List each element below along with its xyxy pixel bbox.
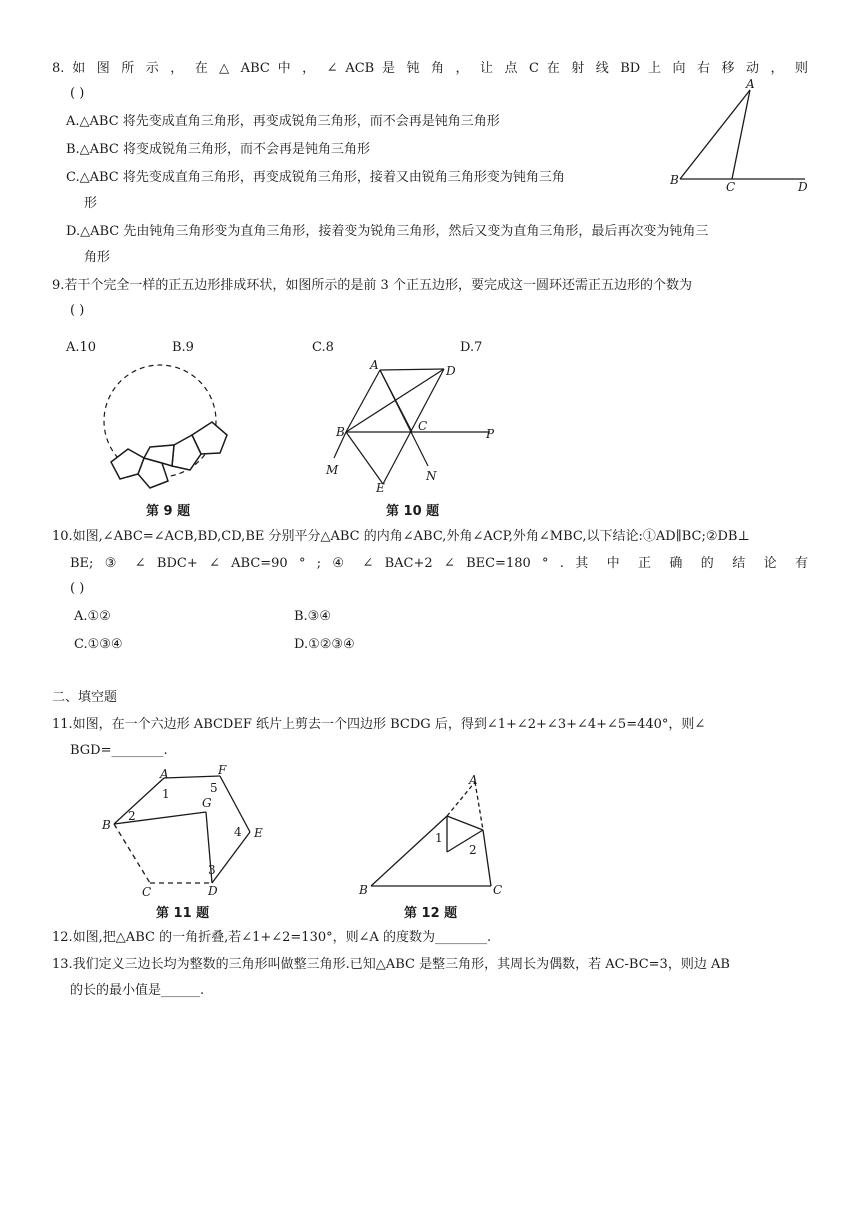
q11-label-b: B bbox=[102, 818, 111, 832]
q10-label-n: N bbox=[426, 469, 437, 483]
q8-label-a: A bbox=[746, 77, 755, 91]
q11-label-a: A bbox=[160, 767, 169, 781]
q12-figure-caption: 第 12 题 bbox=[404, 906, 458, 921]
q10-option-d: D.①②③④ bbox=[294, 637, 355, 652]
q11-stem: 11.如图，在一个六边形 ABCDEF 纸片上剪去一个四边形 BCDG 后，得到∠1+∠2+∠3+∠4+∠5=440°，则∠ bbox=[52, 717, 706, 732]
q8-option-c: C.△ABC 将先变成直角三角形，再变成锐角三角形，接着又由锐角三角形变为钝角三角 bbox=[66, 170, 565, 185]
q10-option-c: C.①③④ bbox=[74, 637, 123, 652]
q10-label-c: C bbox=[418, 419, 428, 433]
q8-label-d: D bbox=[798, 180, 808, 194]
q10-figure-caption: 第 10 题 bbox=[386, 504, 440, 519]
q10-option-b: B.③④ bbox=[294, 609, 331, 624]
q9-answer-paren: ( ) bbox=[70, 303, 85, 318]
q8-label-b: B bbox=[670, 173, 679, 187]
q9-option-a: A.10 bbox=[66, 340, 97, 355]
q13-stem: 13.我们定义三边长均为整数的三角形叫做整三角形.已知△ABC 是整三角形，其周长为偶数，若 AC-BC=3，则边 AB bbox=[52, 957, 730, 972]
q11-label-f: F bbox=[218, 763, 227, 777]
q12-angle-2: 2 bbox=[469, 843, 477, 857]
q12-angle-1: 1 bbox=[435, 831, 443, 845]
q11-angle-1: 1 bbox=[162, 787, 170, 801]
q9-option-b: B.9 bbox=[172, 340, 194, 355]
q10-stem-cont: BE; ③ ∠ BDC+ ∠ ABC=90 ° ; ④ ∠ BAC+2 ∠ BEC=180 ° . 其 中 正 确 的 结 论 有 bbox=[70, 556, 808, 571]
q10-label-a: A bbox=[370, 358, 379, 372]
q11-label-c: C bbox=[142, 885, 152, 899]
q8-option-d-cont: 角形 bbox=[84, 250, 111, 265]
q13-stem-cont: 的长的最小值是______. bbox=[70, 983, 205, 998]
q9-option-d: D.7 bbox=[460, 340, 483, 355]
q11-figure-caption: 第 11 题 bbox=[156, 906, 210, 921]
q12-label-b: B bbox=[359, 883, 368, 897]
q9-stem: 9.若干个完全一样的正五边形排成环状，如图所示的是前 3 个正五边形，要完成这一圆环还需正五边形的个数为 bbox=[52, 278, 692, 293]
q12-label-a: A bbox=[469, 773, 478, 787]
q10-label-p: P bbox=[486, 427, 495, 441]
q9-pentagon-ring-figure bbox=[98, 362, 238, 492]
q10-stem: 10.如图,∠ABC=∠ACB,BD,CD,BE 分别平分△ABC 的内角∠ABC,外角∠ACP,外角∠MBC,以下结论:①AD∥BC;②DB⊥ bbox=[52, 529, 750, 544]
q10-label-d: D bbox=[446, 364, 456, 378]
q11-angle-2: 2 bbox=[128, 809, 136, 823]
section-heading: 二、填空题 bbox=[52, 690, 118, 705]
q8-option-c-cont: 形 bbox=[84, 196, 98, 211]
q8-stem: 8. 如 图 所 示 ， 在 △ ABC 中 ， ∠ ACB 是 钝 角 ， 让 点 C 在 射 线 BD 上 向 右 移 动 ， 则 bbox=[52, 61, 808, 76]
q11-angle-5: 5 bbox=[210, 781, 218, 795]
q10-figure bbox=[320, 356, 500, 495]
q8-option-d: D.△ABC 先由钝角三角形变为直角三角形，接着变为锐角三角形，然后又变为直角三角形，最后再次变为钝角三 bbox=[66, 224, 709, 239]
q11-label-g: G bbox=[202, 796, 212, 810]
q8-option-b: B.△ABC 将变成锐角三角形，而不会再是钝角三角形 bbox=[66, 142, 370, 157]
q10-option-a: A.①② bbox=[74, 609, 111, 624]
q12-label-c: C bbox=[493, 883, 503, 897]
q9-figure-caption: 第 9 题 bbox=[146, 504, 191, 519]
q8-label-c: C bbox=[726, 180, 736, 194]
q11-stem-cont: BGD=________. bbox=[70, 743, 168, 758]
q12-stem: 12.如图,把△ABC 的一角折叠,若∠1+∠2=130°，则∠A 的度数为________. bbox=[52, 930, 492, 945]
q11-label-d: D bbox=[208, 884, 218, 898]
q11-angle-4: 4 bbox=[234, 825, 242, 839]
q11-hexagon-figure bbox=[98, 762, 278, 899]
q8-answer-paren: ( ) bbox=[70, 86, 85, 101]
q12-fold-figure bbox=[355, 772, 515, 900]
q9-option-c: C.8 bbox=[312, 340, 334, 355]
q11-label-e: E bbox=[254, 826, 263, 840]
q11-angle-3: 3 bbox=[208, 863, 216, 877]
q10-label-m: M bbox=[326, 463, 339, 477]
q10-label-e: E bbox=[376, 481, 385, 495]
q10-label-b: B bbox=[336, 425, 345, 439]
q10-answer-paren: ( ) bbox=[70, 581, 85, 596]
q8-option-a: A.△ABC 将先变成直角三角形，再变成锐角三角形，而不会再是钝角三角形 bbox=[66, 114, 500, 129]
q8-triangle-figure bbox=[660, 78, 820, 196]
